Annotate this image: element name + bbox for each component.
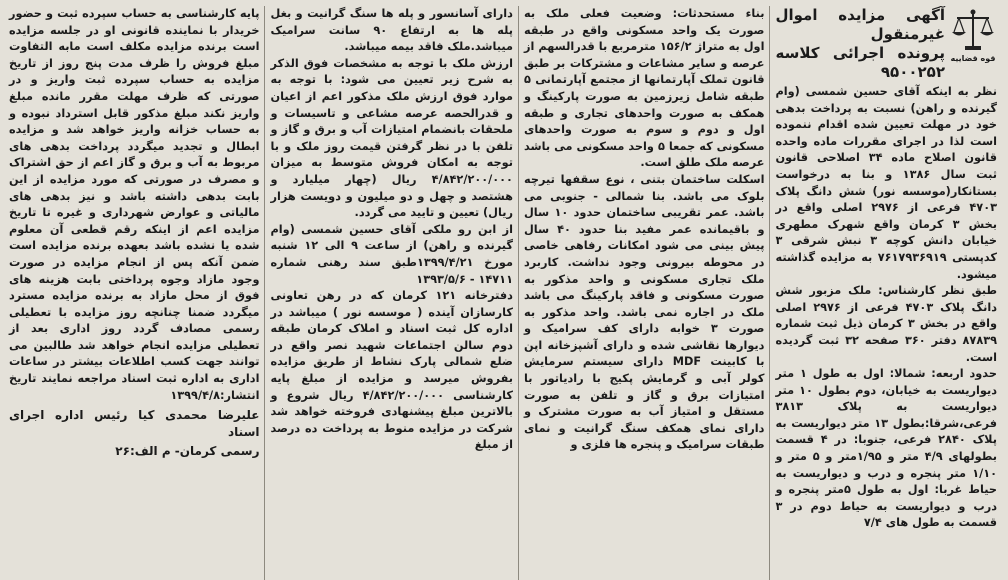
- notice-column-4: [4, 6, 265, 580]
- boundaries-paragraph: حدود اربعه: شمالا: اول به طول ۱ متر دیواریست به خیابان، دوم بطول ۱۰ متر دیواریست به پلاک ۳۸۱۳ فرعی،شرقا:بطول ۱۳ متر دیواریست به پلاک ۲۸۴۰ فرعی، جنوبا: در ۴ قسمت بطولهای ۴/۹ متر و ۱/۹۵متر و ۵ متر و ۱/۱۰ متر پنجره و درب و دیواریست به حیاط غربا: اول به طول ۵متر پنجره و درب و دیواریست به حیاط دوم در ۳ قسمت به طول های ۷/۴: [775, 367, 998, 530]
- scales-of-justice-icon: [949, 6, 997, 54]
- building-description-paragraph: بناء مستحدثات: وضعیت فعلی ملک به صورت یک واحد مسکونی واقع در طبقه اول به متراژ ۱۵۶/۲ مترمربع با قدرالسهم از عرصه و سایر مشاعات و مشترکات بر طبق قانون تملک آپارتمانها از مجتمع آپارتمانی ۵ طبقه شامل زیرزمین به صورت پارکینگ و همکف به صورت واحدهای تجاری و طبقه اول و دوم و سوم به صورت واحدهای مسکونی که جمعا ۵ واحد مسکونی می باشد عرصه ملک طلق است.: [523, 7, 765, 170]
- notice-columns: [4, 6, 1002, 580]
- emblem-label: قوه قضاییه: [950, 54, 996, 63]
- expert-opinion-paragraph: طبق نظر کارشناس: ملک مزبور شش دانگ پلاک ۴۷۰۳ فرعی از ۲۹۷۶ اصلی واقع در بخش ۳ کرمان ذیل ثبت شماره ۸۷۸۳۹ دفتر ۳۶۰ صفحه ۳۲ ثبت گردیده است.: [775, 284, 998, 364]
- judiciary-emblem: [949, 6, 997, 62]
- notice-header: [775, 6, 997, 82]
- intro-paragraph: نظر به اینکه آقای حسین شمسی (وام گیرنده و راهن) نسبت به پرداخت بدهی خود در مهلت تعیین شده اقدام ننموده است لذا در اجرای مقررات ماده واحده قانون اصلاح ماده ۳۴ اصلاحی قانون ثبت سال ۱۳۸۶ و بنا به درخواست بستانکار(موسسه نور) شش دانگ پلاک ۴۷۰۳ فرعی از ۲۹۷۶ اصلی واقع در بخش ۳ کرمان واقع شهرک مطهری خیابان دانش کوچه ۳ نبش شرقی ۳ کدپستی ۷۶۱۷۹۳۶۹۱۹ به مزایده گذاشته میشود.: [775, 85, 997, 281]
- structure-paragraph: اسکلت ساختمان بتنی ، نوع سقفها تیرچه بلوک می باشد. بنا شمالی - جنوبی می باشد. عمر تقریبی ساختمان حدود ۱۰ سال و باقیمانده عمر مفید بنا حدود ۴۰ سال پیش بینی می شود امکانات رفاهی خاصی در محوطه بیرونی وجود نداشت. کاربرد ملک تجاری مسکونی و واحد مذکور به صورت مسکونی و فاقد پارکینگ می باشد ملک در اجاره نمی باشد. واحد مذکور به صورت ۳ خوابه دارای کف سرامیک و دیوارها نقاشی شده و دارای آشپزخانه اپن با کابینت MDF دارای سیستم سرمایش کولر آبی و گرمایش پکیج با رادیاتور با امتیازات برق و گاز و تلفن به صورت مستقل و امتیاز آب به صورت مشترک و دارای نمای همکف سنگ گرانیت و نمای طبقات سرامیک و پنجره ها فلزی و: [523, 172, 765, 452]
- notice-titles: [775, 6, 945, 82]
- notice-column-2: [519, 6, 771, 580]
- signature-name: علیرضا محمدی کیا رئیس اداره اجرای اسناد: [9, 408, 260, 439]
- valuation-paragraph: ارزش ملک با توجه به مشخصات فوق الذکر به شرح زیر تعیین می شود: با توجه به موارد فوق ارزش ملک مذکور اعم از اعیان و قدرالحصه عرصه مشاعی و تاسیسات و ملحقات بانضمام امتیازات آب و برق و گاز و تلفن با در نظر گرفتن قیمت روز ملک و با توجه به امکان فروش متوسط به میزان ۴/۸۴۲/۲۰۰/۰۰۰ ریال (چهار میلیارد و هشتصد و چهل و دو میلیون و دویست هزار ریال) تعیین و تایید می گردد.: [270, 56, 513, 220]
- amenities-paragraph: دارای آسانسور و پله ها سنگ گرانیت و بغل پله ها به ارتفاع ۹۰ سانت سرامیک میباشد.ملک فاقد بیمه میباشد.: [270, 7, 513, 54]
- auction-terms-paragraph: پایه کارشناسی به حساب سپرده ثبت و حضور خریدار با نماینده قانونی او در جلسه مزایده است برنده مزایده مکلف است مابه التفاوت مبلغ فروش را ظرف مدت پنج روز از تاریخ مزایده به حساب سپرده ثبت واریز و در صورتی که ظرف مهلت مقرر مانده مبلغ واریز نکند مبلغ مذکور قابل استرداد نبوده و به حساب خزانه واریز خواهد شد و مزایده ابطال و تجدید میگردد پرداخت بدهی های مربوط به آب و برق و گاز اعم از حق اشتراک و مصرف در صورتی که مورد مزایده از این بابت بدهی داشته باشد و نیز بدهی های مالیاتی و عوارض شهرداری و غیره تا تاریخ مزایده اعم از اینکه رقم قطعی آن معلوم شده یا نشده باشد بعهده برنده مزایده است ضمن آنکه پس از انجام مزایده در صورت وجود مازاد وجوه پرداختی بابت هزینه های فوق از محل مازاد به برنده مزایده مسترد میگردد ضمنا چنانچه روز مزایده با تعطیلی رسمی مصادف گردد روز اداری بعد از تعطیلی مزایده انجام خواهد شد طالبین می توانند جهت کسب اطلاعات بیشتر در ساعات اداری به اداره ثبت اسناد مراجعه نمایند تاریخ انتشار:۱۳۹۹/۴/۸: [9, 7, 260, 402]
- notice-column-1: [770, 6, 1002, 580]
- signature-office: رسمی کرمان- م الف:۲۶: [115, 444, 260, 459]
- case-number: پرونده اجرائی کلاسه ۹۵۰۰۲۵۲: [775, 44, 945, 81]
- notice-column-3: [265, 6, 518, 580]
- auction-time-paragraph: از ابن رو ملکی آقای حسین شمسی (وام گیرنده و راهن) از ساعت ۹ الی ۱۲ شنبه مورخ ۱۳۹۹/۴/۲۱طبق سند رهنی شماره ۱۴۷۱۱ - ۱۳۹۳/۵/۶: [270, 222, 513, 286]
- auction-location-paragraph: دفترخانه ۱۲۱ کرمان که در رهن تعاونی کارسازان آینده ( موسسه نور ) میباشد در اداره کل ثبت اسناد و املاک کرمان طبقه دوم سالن اجتماعات شهید نصر واقع در ضلع شمالی پارک نشاط از طریق مزایده بفروش میرسد و مزایده از مبلغ پایه کارشناسی ۴/۸۴۲/۲۰۰/۰۰۰ ریال شروع و بالاترین مبلغ پیشنهادی فروخته خواهد شد شرکت در مزایده منوط به پرداخت ده درصد از مبلغ: [270, 289, 513, 452]
- notice-title: آگهی مزایده اموال غیرمنقول: [775, 6, 945, 43]
